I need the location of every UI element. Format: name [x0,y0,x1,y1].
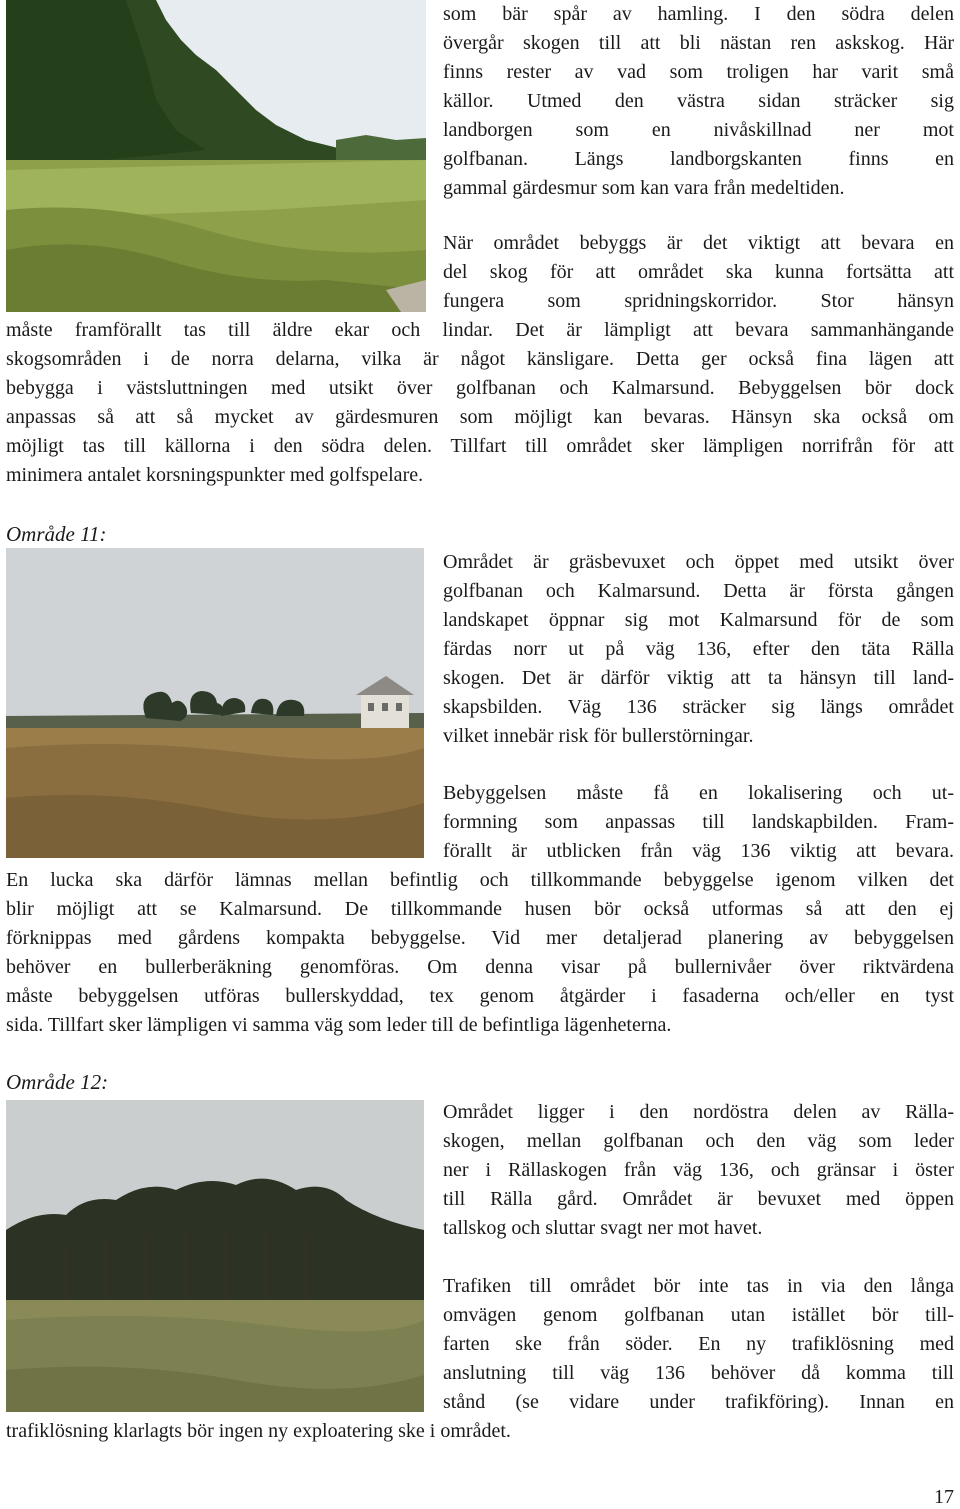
text-line: fungera som spridningskorridor. Stor hänsyn [443,290,954,312]
text-line: källor. Utmed den västra sidan sträcker sig [443,90,954,112]
area-11-paragraph-2-wide [6,866,954,1040]
text-line: skogsområden i de norra delarna, vilka är något känsligare. Detta ger också fina lägen att [6,348,954,370]
text-line: trafiklösning klarlagts bör ingen ny exploatering ske i området. [6,1420,511,1442]
text-line: golfbanan och Kalmarsund. Detta är första gången [443,580,954,602]
text-line: bebygga i västsluttningen med utsikt över golfbanan och Kalmarsund. Bebyggelsen bör dock [6,377,954,399]
text-line: farten ske från söder. En ny trafiklösning med [443,1333,954,1355]
text-line: finns rester av vad som troligen har varit små [443,61,954,83]
development-paragraph-narrow [443,229,954,316]
text-line: övergår skogen till att bli nästan ren askskog. Här [443,32,954,54]
area-12-paragraph-2-wide [6,1417,954,1446]
text-line: När området bebyggs är det viktigt att bevara en [443,232,954,254]
photo-pine-forest [6,1100,424,1412]
text-line: anpassas så att så mycket av gärdesmuren som möjligt kan bevaras. Hänsyn ska också om [6,406,954,428]
area-11-paragraph-1 [443,548,954,751]
text-line: behöver en bullerberäkning genomföras. Om denna visar på bullernivåer över riktvärdena [6,956,954,978]
text-line: tallskog och sluttar svagt ner mot havet. [443,1217,763,1239]
text-line: anslutning till väg 136 behöver då komma till [443,1362,954,1384]
development-paragraph-wide [6,316,954,490]
photo-open-grassland-house [6,548,424,858]
text-line: Bebyggelsen måste få en lokalisering och ut- [443,782,954,804]
text-line: landborgen som en nivåskillnad ner mot [443,119,954,141]
text-line: skogen, mellan golfbanan och den väg som leder [443,1130,954,1152]
text-line: färdas norr ut på väg 136, efter den täta Rälla [443,638,954,660]
text-line: skogen. Det är därför viktig att ta hänsyn till land- [443,667,954,689]
text-line: blir möjligt att se Kalmarsund. De tillkommande husen bör också utformas så att den ej [6,898,954,920]
text-line: gammal gärdesmur som kan vara från medeltiden. [443,177,845,199]
text-line: formning som anpassas till landskapbilden. Fram- [443,811,954,833]
text-line: sida. Tillfart sker lämpligen vi samma väg som leder till de befintliga lägenheterna. [6,1014,672,1036]
text-line: möjligt tas till källorna i den södra delen. Tillfart till området sker lämpligen norrifrån för att [6,435,954,457]
intro-paragraph [443,0,954,203]
area-11-heading: Område 11: [6,522,107,546]
text-line: Trafiken till området bör inte tas in via den långa [443,1275,954,1297]
area-12-heading: Område 12: [6,1070,109,1094]
page-number: 17 [934,1486,954,1508]
text-line: måste bebyggelsen utföras bullerskyddad, tex genom åtgärder i fasaderna och/eller en tyst [6,985,954,1007]
text-line: förallt är utblicken från väg 136 viktig att bevara. [443,840,954,862]
area-11-paragraph-2-narrow [443,779,954,866]
text-line: omvägen genom golfbanan utan istället bör till- [443,1304,954,1326]
text-line: som bär spår av hamling. I den södra delen [443,3,954,25]
text-line: minimera antalet korsningspunkter med golfspelare. [6,464,424,486]
text-line: Området är gräsbevuxet och öppet med utsikt över [443,551,954,573]
text-line: ner i Rällaskogen från väg 136, och gränsar i öster [443,1159,954,1181]
text-line: En lucka ska därför lämnas mellan befintlig och tillkommande bebyggelse igenom vilken det [6,869,954,891]
text-line: skapsbilden. Väg 136 sträcker sig längs området [443,696,954,718]
photo-forest-meadow [6,0,426,312]
area-12-paragraph-2-narrow [443,1272,954,1417]
area-12-paragraph-1 [443,1098,954,1243]
text-line: landskapet öppnar sig mot Kalmarsund för de som [443,609,954,631]
text-line: måste framförallt tas till äldre ekar och lindar. Det är lämpligt att bevara sammanhängande [6,319,954,341]
text-line: förknippas med gårdens kompakta bebyggelse. Vid mer detaljerad planering av bebyggelsen [6,927,954,949]
text-line: Området ligger i den nordöstra delen av Rälla- [443,1101,954,1123]
text-line: stånd (se vidare under trafikföring). Innan en [443,1391,954,1413]
text-line: del skog för att området ska kunna fortsätta att [443,261,954,283]
text-line: vilket innebär risk för bullerstörningar. [443,725,754,747]
text-line: golfbanan. Längs landborgskanten finns en [443,148,954,170]
text-line: till Rälla gård. Området är bevuxet med öppen [443,1188,954,1210]
